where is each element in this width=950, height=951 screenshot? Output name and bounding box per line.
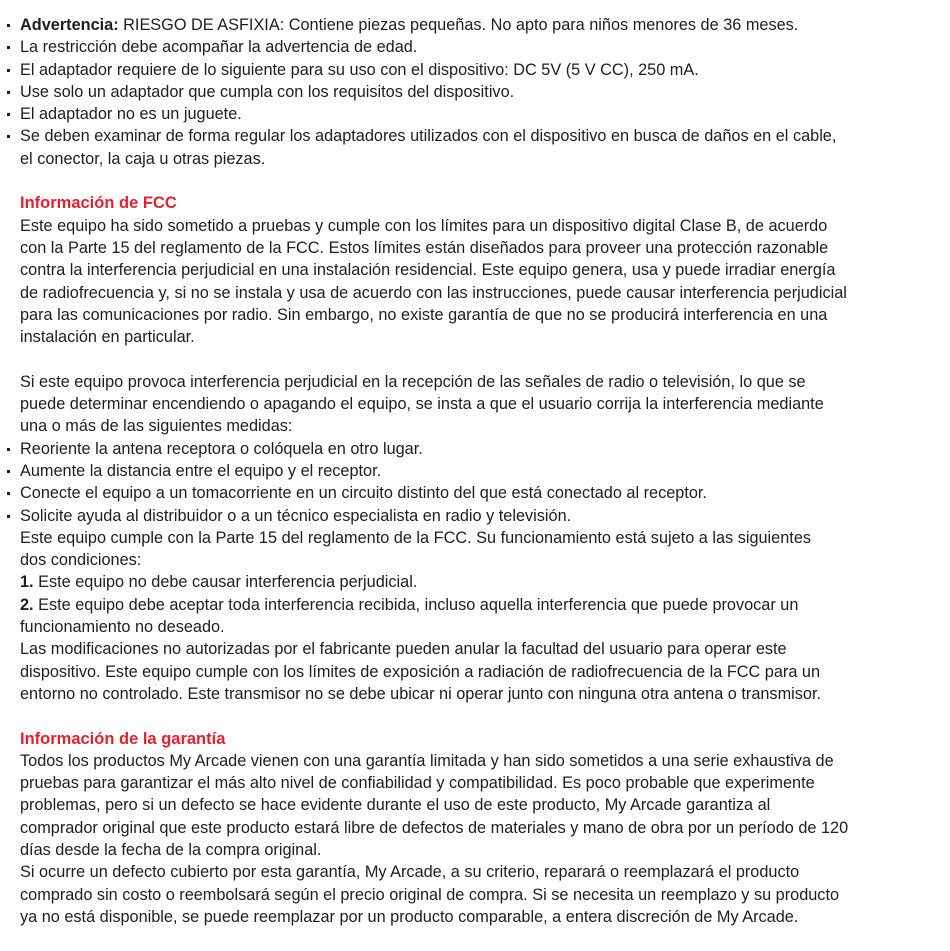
fcc-measure-item: Aumente la distancia entre el equipo y el receptor.: [0, 460, 950, 482]
fcc-condition-continuation: funcionamiento no deseado.: [20, 618, 225, 637]
warranty-paragraph-line: problemas, pero si un defecto se hace evidente durante el uso de este producto, My Arcade garantiza al: [20, 796, 771, 815]
warning-item: La restricción debe acompañar la advertencia de edad.: [0, 36, 950, 58]
fcc-measure-item: Conecte el equipo a un tomacorriente en un circuito distinto del que está conectado al receptor.: [0, 482, 950, 504]
warranty-paragraph-line: días desde la fecha de la compra original.: [20, 840, 322, 859]
fcc-paragraph-line: una o más de las siguientes medidas:: [20, 417, 293, 436]
condition-number: 2.: [20, 595, 34, 614]
warning-item: El adaptador no es un juguete.: [0, 103, 950, 125]
fcc-paragraph-line: Las modificaciones no autorizadas por el fabricante pueden anular la facultad del usuario para operar este: [20, 640, 787, 659]
warranty-paragraph-line: Todos los productos My Arcade vienen con una garantía limitada y han sido sometidos a una serie exhaustiva de: [20, 751, 834, 770]
warranty-heading: Información de la garantía: [20, 729, 226, 748]
warning-label: Advertencia:: [20, 16, 119, 34]
warning-item: Se deben examinar de forma regular los adaptadores utilizados con el dispositivo en busca de daños en el cable,: [0, 125, 950, 147]
fcc-measure-item: Solicite ayuda al distribuidor o a un técnico especialista en radio y televisión.: [0, 505, 950, 527]
fcc-heading: Información de FCC: [20, 194, 177, 213]
condition-number: 1.: [20, 573, 34, 592]
fcc-paragraph-line: puede determinar encendiendo o apagando el equipo, se insta a que el usuario corrija la interferencia mediante: [20, 395, 824, 414]
warranty-paragraph-line: Si ocurre un defecto cubierto por esta garantía, My Arcade, a su criterio, reparará o reemplazará el producto: [20, 863, 800, 882]
warranty-paragraph-line: comprado sin costo o reembolsará según el precio original de compra. Si se necesita un reemplazo y su producto: [20, 885, 840, 904]
fcc-paragraph-line: Este equipo ha sido sometido a pruebas y cumple con los límites para un dispositivo digital Clase B, de acuerdo: [20, 216, 828, 235]
condition-text: Este equipo no debe causar interferencia perjudicial.: [33, 573, 418, 592]
fcc-measure-item: Reoriente la antena receptora o colóquela en otro lugar.: [0, 438, 950, 460]
fcc-paragraph-line: Este equipo cumple con la Parte 15 del reglamento de la FCC. Su funcionamiento está sujeto a las siguientes: [20, 528, 812, 547]
warranty-paragraph-line: comprador original que este producto estará libre de defectos de materiales y mano de obra por un período de 120: [20, 818, 849, 837]
fcc-paragraph-line: instalación en particular.: [20, 328, 195, 347]
fcc-paragraph-line: dispositivo. Este equipo cumple con los límites de exposición a radiación de radiofrecuencia de la FCC para un: [20, 662, 821, 681]
fcc-paragraph-line: entorno no controlado. Este transmisor no se debe ubicar ni operar junto con ninguna otra antena o transmisor.: [20, 684, 821, 703]
fcc-paragraph-line: Si este equipo provoca interferencia perjudicial en la recepción de las señales de radio o televisión, lo que se: [20, 372, 806, 391]
condition-text: Este equipo debe aceptar toda interferencia recibida, incluso aquella interferencia que puede provocar un: [33, 595, 799, 614]
document-page: [0, 14, 950, 928]
warranty-paragraph-line: pruebas para garantizar el más alto nivel de confiabilidad y compatibilidad. Es poco probable que experimente: [20, 774, 815, 793]
fcc-condition-item: [0, 571, 950, 593]
warning-item-choking: [0, 14, 950, 36]
fcc-paragraph-line: contra la interferencia perjudicial en una instalación residencial. Este equipo genera, usa y puede irradiar energía: [20, 261, 836, 280]
fcc-condition-item: [0, 594, 950, 616]
warning-item: Use solo un adaptador que cumpla con los requisitos del dispositivo.: [0, 81, 950, 103]
fcc-paragraph-line: dos condiciones:: [20, 551, 142, 570]
warning-item-continuation: el conector, la caja u otras piezas.: [20, 149, 266, 168]
fcc-paragraph-line: con la Parte 15 del reglamento de la FCC. Estos límites están diseñados para proveer una protección razonable: [20, 238, 829, 257]
warning-text: RIESGO DE ASFIXIA: Contiene piezas pequeñas. No apto para niños menores de 36 meses.: [118, 16, 799, 34]
warranty-paragraph-line: ya no está disponible, se puede reemplazar por un producto comparable, a entera discreción de My Arcade.: [20, 907, 799, 926]
warning-item: El adaptador requiere de lo siguiente para su uso con el dispositivo: DC 5V (5 V CC), 250 mA.: [0, 59, 950, 81]
fcc-paragraph-line: para las comunicaciones por radio. Sin embargo, no existe garantía de que no se producirá interferencia en una: [20, 305, 828, 324]
fcc-paragraph-line: de radiofrecuencia y, si no se instala y usa de acuerdo con las instrucciones, puede causar interferencia perjudicial: [20, 283, 847, 302]
